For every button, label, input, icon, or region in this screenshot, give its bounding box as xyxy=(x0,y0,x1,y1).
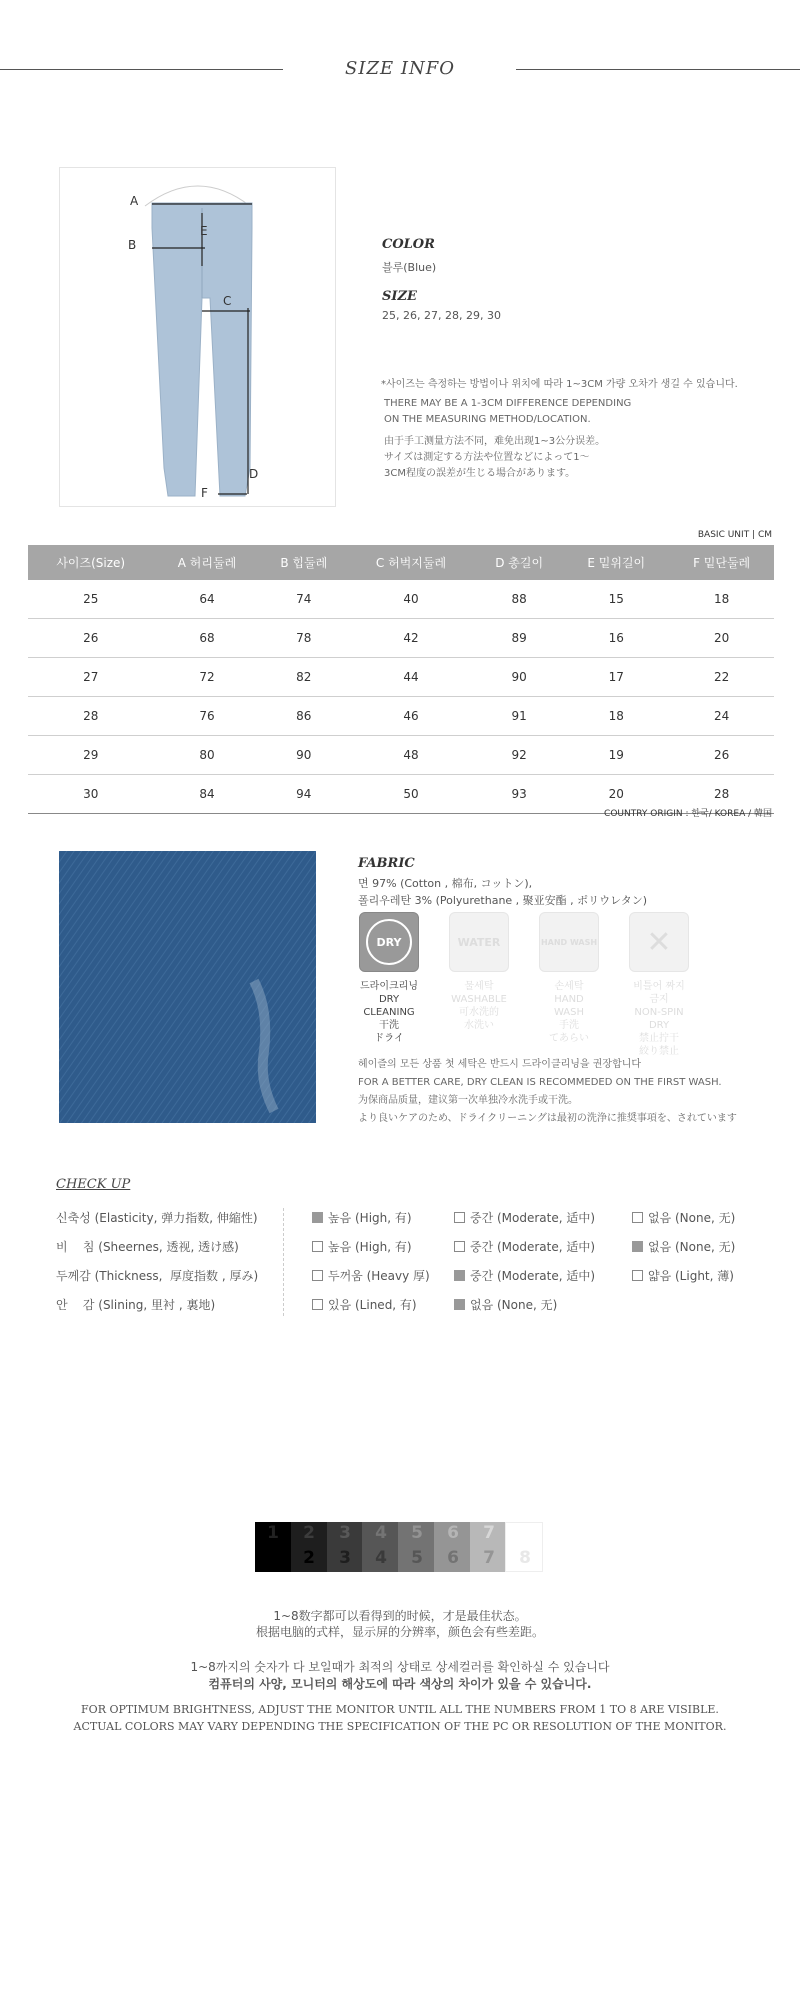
table-cell: 18 xyxy=(669,580,774,619)
color-value: 블루(Blue) xyxy=(382,261,437,274)
table-cell: 80 xyxy=(153,736,260,775)
checkup-heading: CHECK UP xyxy=(56,1177,131,1192)
care-note-zh: 为保商品质量，建议第一次单独冷水洗手或干洗。 xyxy=(358,1095,578,1106)
care-label-zh: 禁止拧干 xyxy=(639,1033,679,1044)
country-origin: COUNTRY ORIGIN : 한국/ KOREA / 韓国 xyxy=(604,809,772,819)
checkup-label: 신축성 (Elasticity, 弹力指数, 伸縮性) xyxy=(56,1211,258,1225)
table-cell: 17 xyxy=(563,658,669,697)
care-note-ja: より良いケアのため、ドライクリーニングは最初の洗浄に推奨事項を、されています xyxy=(358,1113,737,1124)
care-label-ko: 손세탁 xyxy=(554,981,584,992)
dry-clean-icon: DRY xyxy=(359,912,419,972)
checkup-row-thickness xyxy=(56,1262,776,1291)
checkbox-icon xyxy=(312,1299,323,1310)
care-washable xyxy=(448,912,510,1032)
table-cell: 91 xyxy=(475,697,563,736)
table-row xyxy=(28,736,774,775)
table-cell: 46 xyxy=(347,697,475,736)
color-heading: COLOR xyxy=(382,237,435,252)
care-label-ko: 물세탁 xyxy=(464,981,494,992)
table-cell: 93 xyxy=(475,775,563,814)
monitor-note-ko-2: 컴퓨터의 사양, 모니터의 해상도에 따라 색상의 차이가 있을 수 있습니다. xyxy=(208,1677,592,1691)
care-note-ko: 헤이즐의 모든 상품 첫 세탁은 반드시 드라이클리닝을 권장합니다 xyxy=(358,1059,642,1070)
table-cell: 26 xyxy=(669,736,774,775)
column-header: 사이즈(Size) xyxy=(28,545,153,580)
care-label-en: NON-SPIN DRY xyxy=(634,1007,684,1031)
fabric-swatch xyxy=(59,851,316,1123)
table-cell: 20 xyxy=(669,619,774,658)
table-row xyxy=(28,697,774,736)
table-row xyxy=(28,619,774,658)
column-header: F 밑단둘레 xyxy=(669,545,774,580)
basic-unit: BASIC UNIT | CM xyxy=(697,530,772,540)
label-a: A xyxy=(130,194,139,208)
table-row xyxy=(28,658,774,697)
size-heading: SIZE xyxy=(382,289,417,304)
no-wring-icon: ✕ xyxy=(629,912,689,972)
fabric-heading: FABRIC xyxy=(358,856,415,871)
table-cell: 88 xyxy=(475,580,563,619)
table-row xyxy=(28,580,774,619)
table-cell: 82 xyxy=(261,658,348,697)
option-heavy: 두꺼움 (Heavy 厚) xyxy=(312,1262,430,1291)
table-cell: 28 xyxy=(28,697,153,736)
table-cell: 50 xyxy=(347,775,475,814)
label-d: D xyxy=(249,467,259,481)
page-title: SIZE INFO xyxy=(345,58,455,79)
size-note-en-2: ON THE MEASURING METHOD/LOCATION. xyxy=(384,414,591,425)
care-label-ko: 비틀어 짜지 금지 xyxy=(633,981,685,1005)
care-label-zh: 手洗 xyxy=(559,1020,579,1031)
label-e: E xyxy=(200,224,208,238)
column-header: C 허벅지둘레 xyxy=(347,545,475,580)
table-cell: 84 xyxy=(153,775,260,814)
table-cell: 89 xyxy=(475,619,563,658)
label-b: B xyxy=(128,238,137,252)
table-cell: 72 xyxy=(153,658,260,697)
table-cell: 16 xyxy=(563,619,669,658)
care-label-zh: 可水洗的 xyxy=(459,1007,499,1018)
care-non-spin-dry xyxy=(628,912,690,1058)
jeans-diagram xyxy=(59,167,336,507)
option-moderate: 중간 (Moderate, 适中) xyxy=(454,1233,595,1262)
washable-icon: WATER xyxy=(449,912,509,972)
table-cell: 20 xyxy=(563,775,669,814)
option-lined: 있음 (Lined, 有) xyxy=(312,1291,417,1320)
checkup-label: 두께감 (Thickness, 厚度指数 , 厚み) xyxy=(56,1269,259,1283)
table-cell: 86 xyxy=(261,697,348,736)
monitor-note-ko-1: 1~8까지의 숫자가 다 보일때가 최적의 상태로 상세컬러를 확인하실 수 있습니다 xyxy=(190,1660,610,1674)
table-cell: 90 xyxy=(261,736,348,775)
checkbox-icon xyxy=(632,1270,643,1281)
care-label-ja: てあらい xyxy=(549,1033,589,1044)
column-header: E 밑위길이 xyxy=(563,545,669,580)
checkbox-icon xyxy=(632,1212,643,1223)
table-cell: 15 xyxy=(563,580,669,619)
checkbox-checked-icon xyxy=(454,1299,465,1310)
table-cell: 76 xyxy=(153,697,260,736)
care-label-ja: 絞り禁止 xyxy=(639,1046,679,1057)
checkup-row-lining xyxy=(56,1291,776,1320)
checkup-row-elasticity xyxy=(56,1204,776,1233)
monitor-note-zh-1: 1~8数字都可以看得到的时候，才是最佳状态。 xyxy=(273,1609,527,1623)
care-label-ja: 水洗い xyxy=(464,1020,494,1031)
monitor-note-en-2: ACTUAL COLORS MAY VARY DEPENDING THE SPECIFICATION OF THE PC OR RESOLUTION OF THE MONITOR. xyxy=(73,1720,727,1733)
care-label-en: HAND WASH xyxy=(553,994,585,1018)
size-note-ko: *사이즈는 측정하는 방법이나 위치에 따라 1~3CM 가량 오차가 생길 수 있습니다. xyxy=(381,379,738,390)
table-cell: 74 xyxy=(261,580,348,619)
fabric-composition-1: 면 97% (Cotton , 棉布, コットン), xyxy=(358,877,533,890)
size-note-zh: 由于手工测量方法不同，难免出现1~3公分误差。 xyxy=(384,436,606,447)
option-moderate: 중간 (Moderate, 适中) xyxy=(454,1262,595,1291)
care-label-ko: 드라이크리닝 xyxy=(360,981,418,992)
option-high: 높음 (High, 有) xyxy=(312,1233,412,1262)
calibration-numbers-bottom: 1 2 3 4 5 6 7 8 xyxy=(267,1548,531,1568)
checkbox-icon xyxy=(454,1241,465,1252)
label-f: F xyxy=(201,486,208,500)
monitor-note-zh-2: 根据电脑的式样，显示屏的分辨率，颜色会有些差距。 xyxy=(255,1625,544,1639)
size-note-ja-1: サイズは測定する方法や位置などによって1～ xyxy=(384,452,590,463)
care-dry-clean xyxy=(358,912,420,1045)
hand-wash-icon: HAND WASH xyxy=(539,912,599,972)
monitor-note-en-1: FOR OPTIMUM BRIGHTNESS, ADJUST THE MONITOR UNTIL ALL THE NUMBERS FROM 1 TO 8 ARE VISIBLE. xyxy=(81,1703,719,1716)
checkup-row-sheerness xyxy=(56,1233,776,1262)
option-light: 얇음 (Light, 薄) xyxy=(632,1262,734,1291)
table-cell: 24 xyxy=(669,697,774,736)
option-none: 없음 (None, 无) xyxy=(632,1233,735,1262)
table-cell: 78 xyxy=(261,619,348,658)
checkup-list xyxy=(56,1204,776,1320)
checkbox-icon xyxy=(454,1212,465,1223)
size-note-ja-2: 3CM程度の誤差が生じる場合があります。 xyxy=(384,468,576,479)
table-cell: 92 xyxy=(475,736,563,775)
column-header: B 힙둘레 xyxy=(261,545,348,580)
table-cell: 18 xyxy=(563,697,669,736)
table-cell: 42 xyxy=(347,619,475,658)
checkup-label: 비 침 (Sheernes, 透视, 透け感) xyxy=(56,1240,239,1254)
table-cell: 27 xyxy=(28,658,153,697)
table-cell: 26 xyxy=(28,619,153,658)
table-cell: 44 xyxy=(347,658,475,697)
care-label-en: WASHABLE xyxy=(451,994,507,1005)
table-cell: 68 xyxy=(153,619,260,658)
fabric-composition-2: 폴리우레탄 3% (Polyurethane , 聚亚安酯 , ポリウレタン) xyxy=(358,894,648,907)
checkbox-checked-icon xyxy=(312,1212,323,1223)
size-value: 25, 26, 27, 28, 29, 30 xyxy=(382,309,501,322)
option-none: 없음 (None, 无) xyxy=(454,1291,557,1320)
checkbox-icon xyxy=(312,1270,323,1281)
table-cell: 28 xyxy=(669,775,774,814)
table-header-row xyxy=(28,545,774,580)
label-c: C xyxy=(223,294,232,308)
size-note-en-1: THERE MAY BE A 1-3CM DIFFERENCE DEPENDING xyxy=(384,398,632,409)
table-cell: 64 xyxy=(153,580,260,619)
checkbox-icon xyxy=(312,1241,323,1252)
table-cell: 40 xyxy=(347,580,475,619)
jeans-measure-svg xyxy=(60,168,335,506)
column-header: D 총길이 xyxy=(475,545,563,580)
table-cell: 22 xyxy=(669,658,774,697)
care-hand-wash xyxy=(538,912,600,1045)
table-cell: 90 xyxy=(475,658,563,697)
option-moderate: 중간 (Moderate, 适中) xyxy=(454,1204,595,1233)
care-label-ja: ドライ xyxy=(374,1033,404,1044)
table-cell: 29 xyxy=(28,736,153,775)
column-header: A 허리둘레 xyxy=(153,545,260,580)
table-cell: 48 xyxy=(347,736,475,775)
option-none: 없음 (None, 无) xyxy=(632,1204,735,1233)
table-cell: 30 xyxy=(28,775,153,814)
option-high: 높음 (High, 有) xyxy=(312,1204,412,1233)
care-note-en: FOR A BETTER CARE, DRY CLEAN IS RECOMMEDED ON THE FIRST WASH. xyxy=(358,1077,722,1088)
calibration-numbers-top: 1 2 3 4 5 6 7 8 xyxy=(267,1523,531,1543)
size-table xyxy=(28,545,774,814)
table-cell: 19 xyxy=(563,736,669,775)
table-cell: 94 xyxy=(261,775,348,814)
care-label-en: DRY CLEANING xyxy=(363,994,415,1018)
checkbox-checked-icon xyxy=(632,1241,643,1252)
checkup-label: 안 감 (Slining, 里衬 , 裏地) xyxy=(56,1298,216,1312)
checkbox-checked-icon xyxy=(454,1270,465,1281)
care-label-zh: 干洗 xyxy=(379,1020,399,1031)
table-cell: 25 xyxy=(28,580,153,619)
